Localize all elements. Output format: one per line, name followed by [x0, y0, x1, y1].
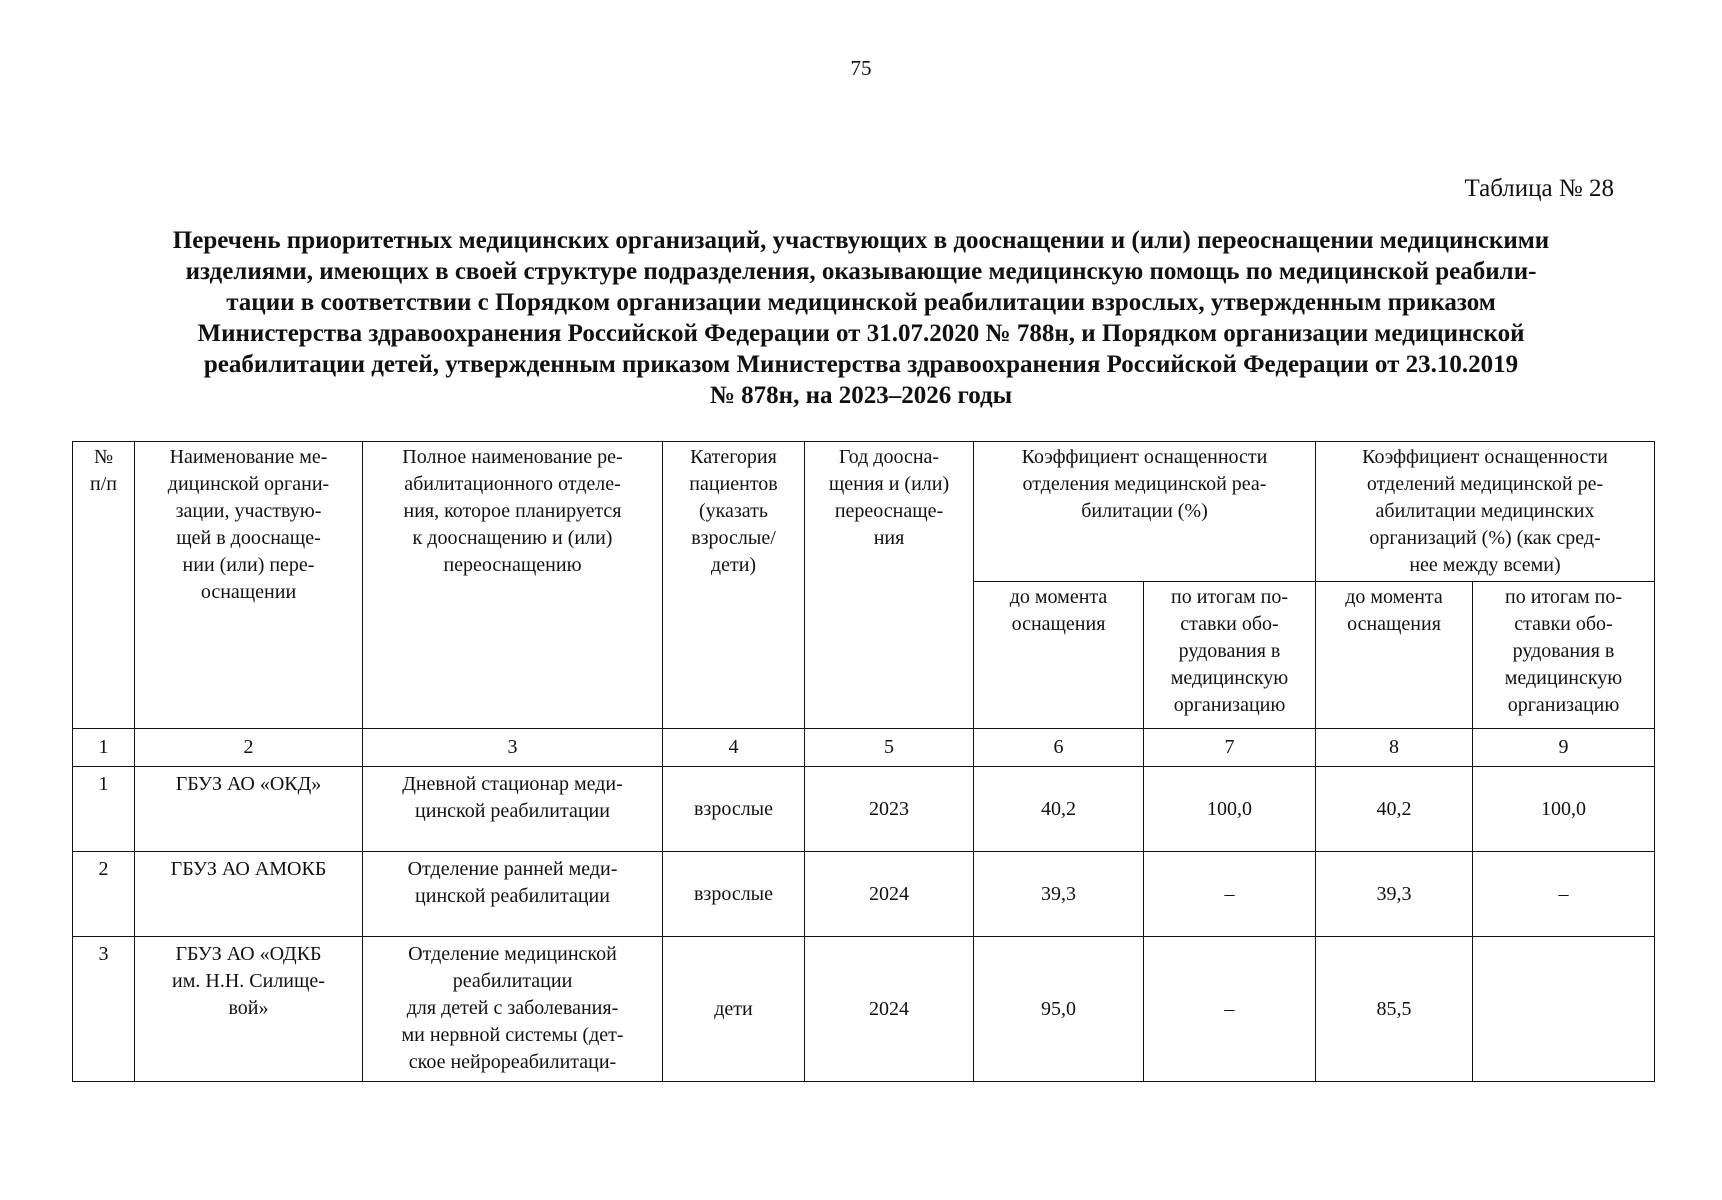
column-number: 4: [663, 729, 805, 767]
header-category: Категория пациентов (указать взрослые/ дети): [663, 442, 805, 729]
row-avg-before: 39,3: [1316, 852, 1473, 937]
column-number: 1: [73, 729, 135, 767]
title-line: Перечень приоритетных медицинских организаций, участвующих в дооснащении и (или) переоснащении медицинскими: [172, 227, 1550, 254]
header-row: [73, 442, 1655, 582]
equipment-table: [72, 441, 1655, 1082]
header-number: № п/п: [73, 442, 135, 729]
table-row: [73, 767, 1655, 852]
row-coef-before: 40,2: [974, 767, 1144, 852]
row-year: 2024: [805, 937, 974, 1082]
table-row: [73, 852, 1655, 937]
column-number: 3: [363, 729, 663, 767]
row-organization: ГБУЗ АО АМОКБ: [135, 852, 363, 937]
column-number: 7: [1144, 729, 1316, 767]
row-coef-after: –: [1144, 852, 1316, 937]
row-number: 1: [73, 767, 135, 852]
title-line: реабилитации детей, утвержденным приказом Министерства здравоохранения Российской Федерации от 23.10.2019: [203, 351, 1519, 378]
subheader-before: до момента оснащения: [974, 582, 1144, 729]
column-number: 9: [1473, 729, 1655, 767]
header-organization: Наименование ме- дицинской органи- зации, участвую- щей в дооснаще- нии (или) пере- оснащении: [135, 442, 363, 729]
row-organization: ГБУЗ АО «ОКД»: [135, 767, 363, 852]
subheader-after-average: по итогам по- ставки обо- рудования в медицинскую организацию: [1473, 582, 1655, 729]
subheader-after: по итогам по- ставки обо- рудования в медицинскую организацию: [1144, 582, 1316, 729]
page-number: 75: [850, 56, 872, 80]
row-category: взрослые: [663, 767, 805, 852]
header-year: Год доосна- щения и (или) переоснаще- ния: [805, 442, 974, 729]
row-number: 2: [73, 852, 135, 937]
row-category: взрослые: [663, 852, 805, 937]
row-department: Отделение ранней меди- цинской реабилитации: [363, 852, 663, 937]
row-coef-after: 100,0: [1144, 767, 1316, 852]
title-line: № 878н, на 2023–2026 годы: [709, 382, 1013, 409]
row-avg-before: 40,2: [1316, 767, 1473, 852]
row-coef-before: 39,3: [974, 852, 1144, 937]
table-row: [73, 937, 1655, 1082]
row-number: 3: [73, 937, 135, 1082]
column-number: 6: [974, 729, 1144, 767]
row-avg-after: [1473, 937, 1655, 1082]
row-organization: ГБУЗ АО «ОДКБ им. Н.Н. Силище- вой»: [135, 937, 363, 1082]
header-department: Полное наименование ре- абилитационного отделе- ния, которое планируется к дооснащению и (или) переоснащению: [363, 442, 663, 729]
row-department: Отделение медицинской реабилитации для детей с заболевания- ми нервной системы (дет- ское нейрореабилитаци-: [363, 937, 663, 1082]
document-title: [100, 225, 1622, 411]
row-coef-after: –: [1144, 937, 1316, 1082]
row-department: Дневной стационар меди- цинской реабилитации: [363, 767, 663, 852]
column-number: 5: [805, 729, 974, 767]
title-line: Министерства здравоохранения Российской Федерации от 31.07.2020 № 788н, и Порядком организации медицинской: [197, 320, 1525, 347]
column-number-row: [73, 729, 1655, 767]
row-coef-before: 95,0: [974, 937, 1144, 1082]
header-average-coefficient: Коэффициент оснащенности отделений медицинской ре- абилитации медицинских организаций (%) (как сред- нее между всеми): [1316, 442, 1655, 582]
table-label: Таблица № 28: [1464, 175, 1614, 202]
row-year: 2023: [805, 767, 974, 852]
column-number: 8: [1316, 729, 1473, 767]
row-avg-after: –: [1473, 852, 1655, 937]
header-department-coefficient: Коэффициент оснащенности отделения медицинской реа- билитации (%): [974, 442, 1316, 582]
row-category: дети: [663, 937, 805, 1082]
subheader-before-average: до момента оснащения: [1316, 582, 1473, 729]
column-number: 2: [135, 729, 363, 767]
title-line: изделиями, имеющих в своей структуре подразделения, оказывающие медицинскую помощь по медицинской реабили-: [185, 258, 1537, 285]
row-avg-after: 100,0: [1473, 767, 1655, 852]
row-avg-before: 85,5: [1316, 937, 1473, 1082]
title-line: тации в соответствии с Порядком организации медицинской реабилитации взрослых, утвержденным приказом: [226, 289, 1496, 316]
row-year: 2024: [805, 852, 974, 937]
